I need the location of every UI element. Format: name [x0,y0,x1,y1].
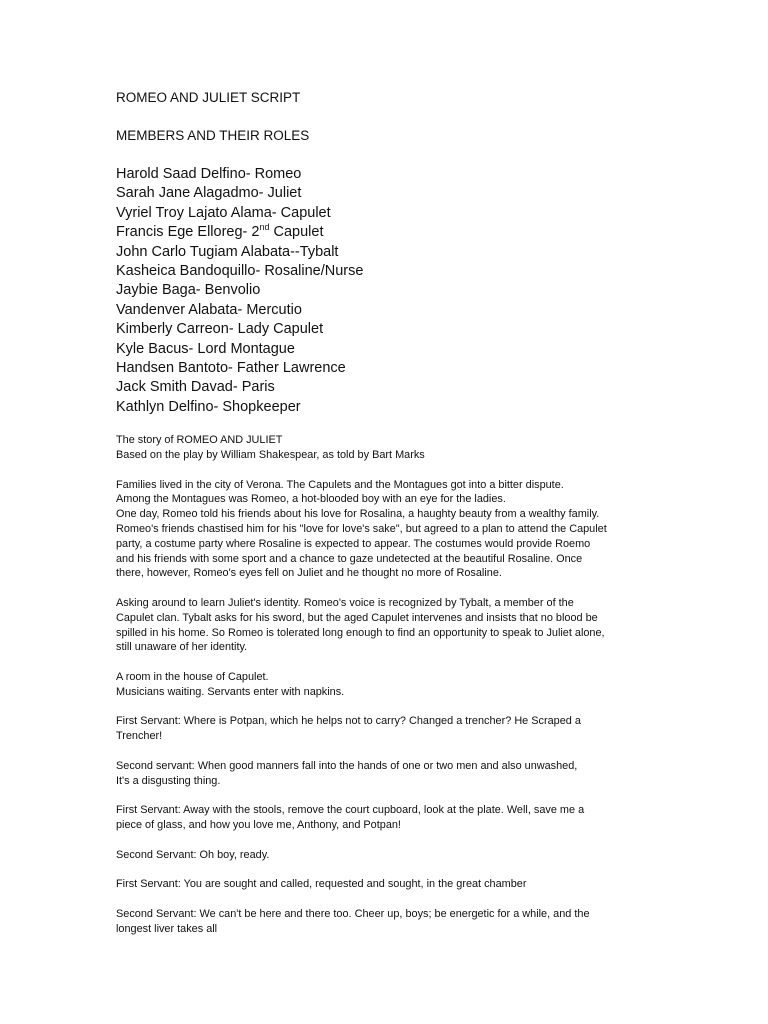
text-line: First Servant: Where is Potpan, which he helps not to carry? Changed a trencher? He Scraped a [116,715,581,728]
text-line: piece of glass, and how you love me, Anthony, and Potpan! [116,819,401,831]
role-line: Kasheica Bandoquillo- Rosaline/Nurse [116,263,364,280]
dialogue-line [116,907,676,937]
text-line: Based on the play by William Shakespear, as told by Bart Marks [116,449,425,462]
ordinal-superscript: nd [259,222,270,233]
text-line: still unaware of her identity. [116,641,248,654]
text-line: and his friends with some sport and a chance to gaze undetected at the beautiful Rosaline. Once [116,552,583,565]
text-line: Families lived in the city of Verona. The Capulets and the Montagues got into a bitter dispute. [116,478,564,491]
dialogue-line [116,714,676,744]
text-line: One day, Romeo told his friends about his love for Rosalina, a haughty beauty from a wealthy family. [116,508,600,521]
role-line: Vyriel Troy Lajato Alama- Capulet [116,204,331,221]
role-line: Kyle Bacus- Lord Montague [116,340,295,357]
members-heading: MEMBERS AND THEIR ROLES [116,128,310,143]
role-line: Handsen Bantoto- Father Lawrence [116,360,346,377]
role-line-prefix: Francis Ege Elloreg- 2 [116,224,260,241]
text-line: The story of ROMEO AND JULIET [116,434,283,447]
text-line: spilled in his home. So Romeo is tolerated long enough to find an opportunity to speak to Juliet alone, [116,626,605,639]
text-line: A room in the house of Capulet. [116,671,269,684]
dialogue-line [116,848,676,863]
text-line: Capulet clan. Tybalt asks for his sword, but the aged Capulet intervenes and insists that no blood be [116,611,598,624]
role-line: Sarah Jane Alagadmo- Juliet [116,185,302,202]
dialogue-line [116,759,676,789]
text-line: First Servant: Away with the stools, remove the court cupboard, look at the plate. Well, save me a [116,804,585,817]
role-line-suffix: Capulet [269,224,324,241]
role-line [116,223,676,242]
text-line: Among the Montagues was Romeo, a hot-blooded boy with an eye for the ladies. [116,493,506,506]
text-line: It's a disgusting thing. [116,774,221,787]
text-line: longest liver takes all [116,922,218,935]
role-line: Kathlyn Delfino- Shopkeeper [116,398,301,415]
text-line: there, however, Romeo's eyes fell on Juliet and he thought no more of Rosaline. [116,567,502,580]
role-line: Jack Smith Davad- Paris [116,379,275,396]
script-title: ROMEO AND JULIET SCRIPT [116,90,301,105]
text-line: Second servant: When good manners fall into the hands of one or two men and also unwashed, [116,759,578,772]
role-line: John Carlo Tugiam Alabata--Tybalt [116,243,339,260]
role-line: Vandenver Alabata- Mercutio [116,301,302,318]
story-intro-paragraph [116,433,676,463]
role-line: Kimberly Carreon- Lady Capulet [116,321,324,338]
text-line: Trencher! [116,730,163,743]
dialogue-line [116,803,676,833]
members-roles-list [116,165,676,417]
story-paragraph [116,596,676,655]
text-line: First Servant: You are sought and called, requested and sought, in the great chamber [116,878,527,891]
text-line: Romeo's friends chastised him for his "love for love's sake", but agreed to a plan to attend the Capulet [116,523,607,536]
text-line: Asking around to learn Juliet's identity. Romeo's voice is recognized by Tybalt, a member of the [116,597,574,610]
role-line: Harold Saad Delfino- Romeo [116,166,302,182]
text-line: Second Servant: We can't be here and there too. Cheer up, boys; be energetic for a while, and the [116,907,590,920]
stage-direction [116,670,676,700]
story-paragraph [116,478,676,582]
text-line: Second Servant: Oh boy, ready. [116,848,270,861]
text-line: Musicians waiting. Servants enter with napkins. [116,685,345,698]
dialogue-line [116,877,676,892]
document-content [116,89,676,951]
text-line: party, a costume party where Rosaline is expected to appear. The costumes would provide Roemo [116,537,591,550]
role-line: Jaybie Baga- Benvolio [116,282,261,299]
